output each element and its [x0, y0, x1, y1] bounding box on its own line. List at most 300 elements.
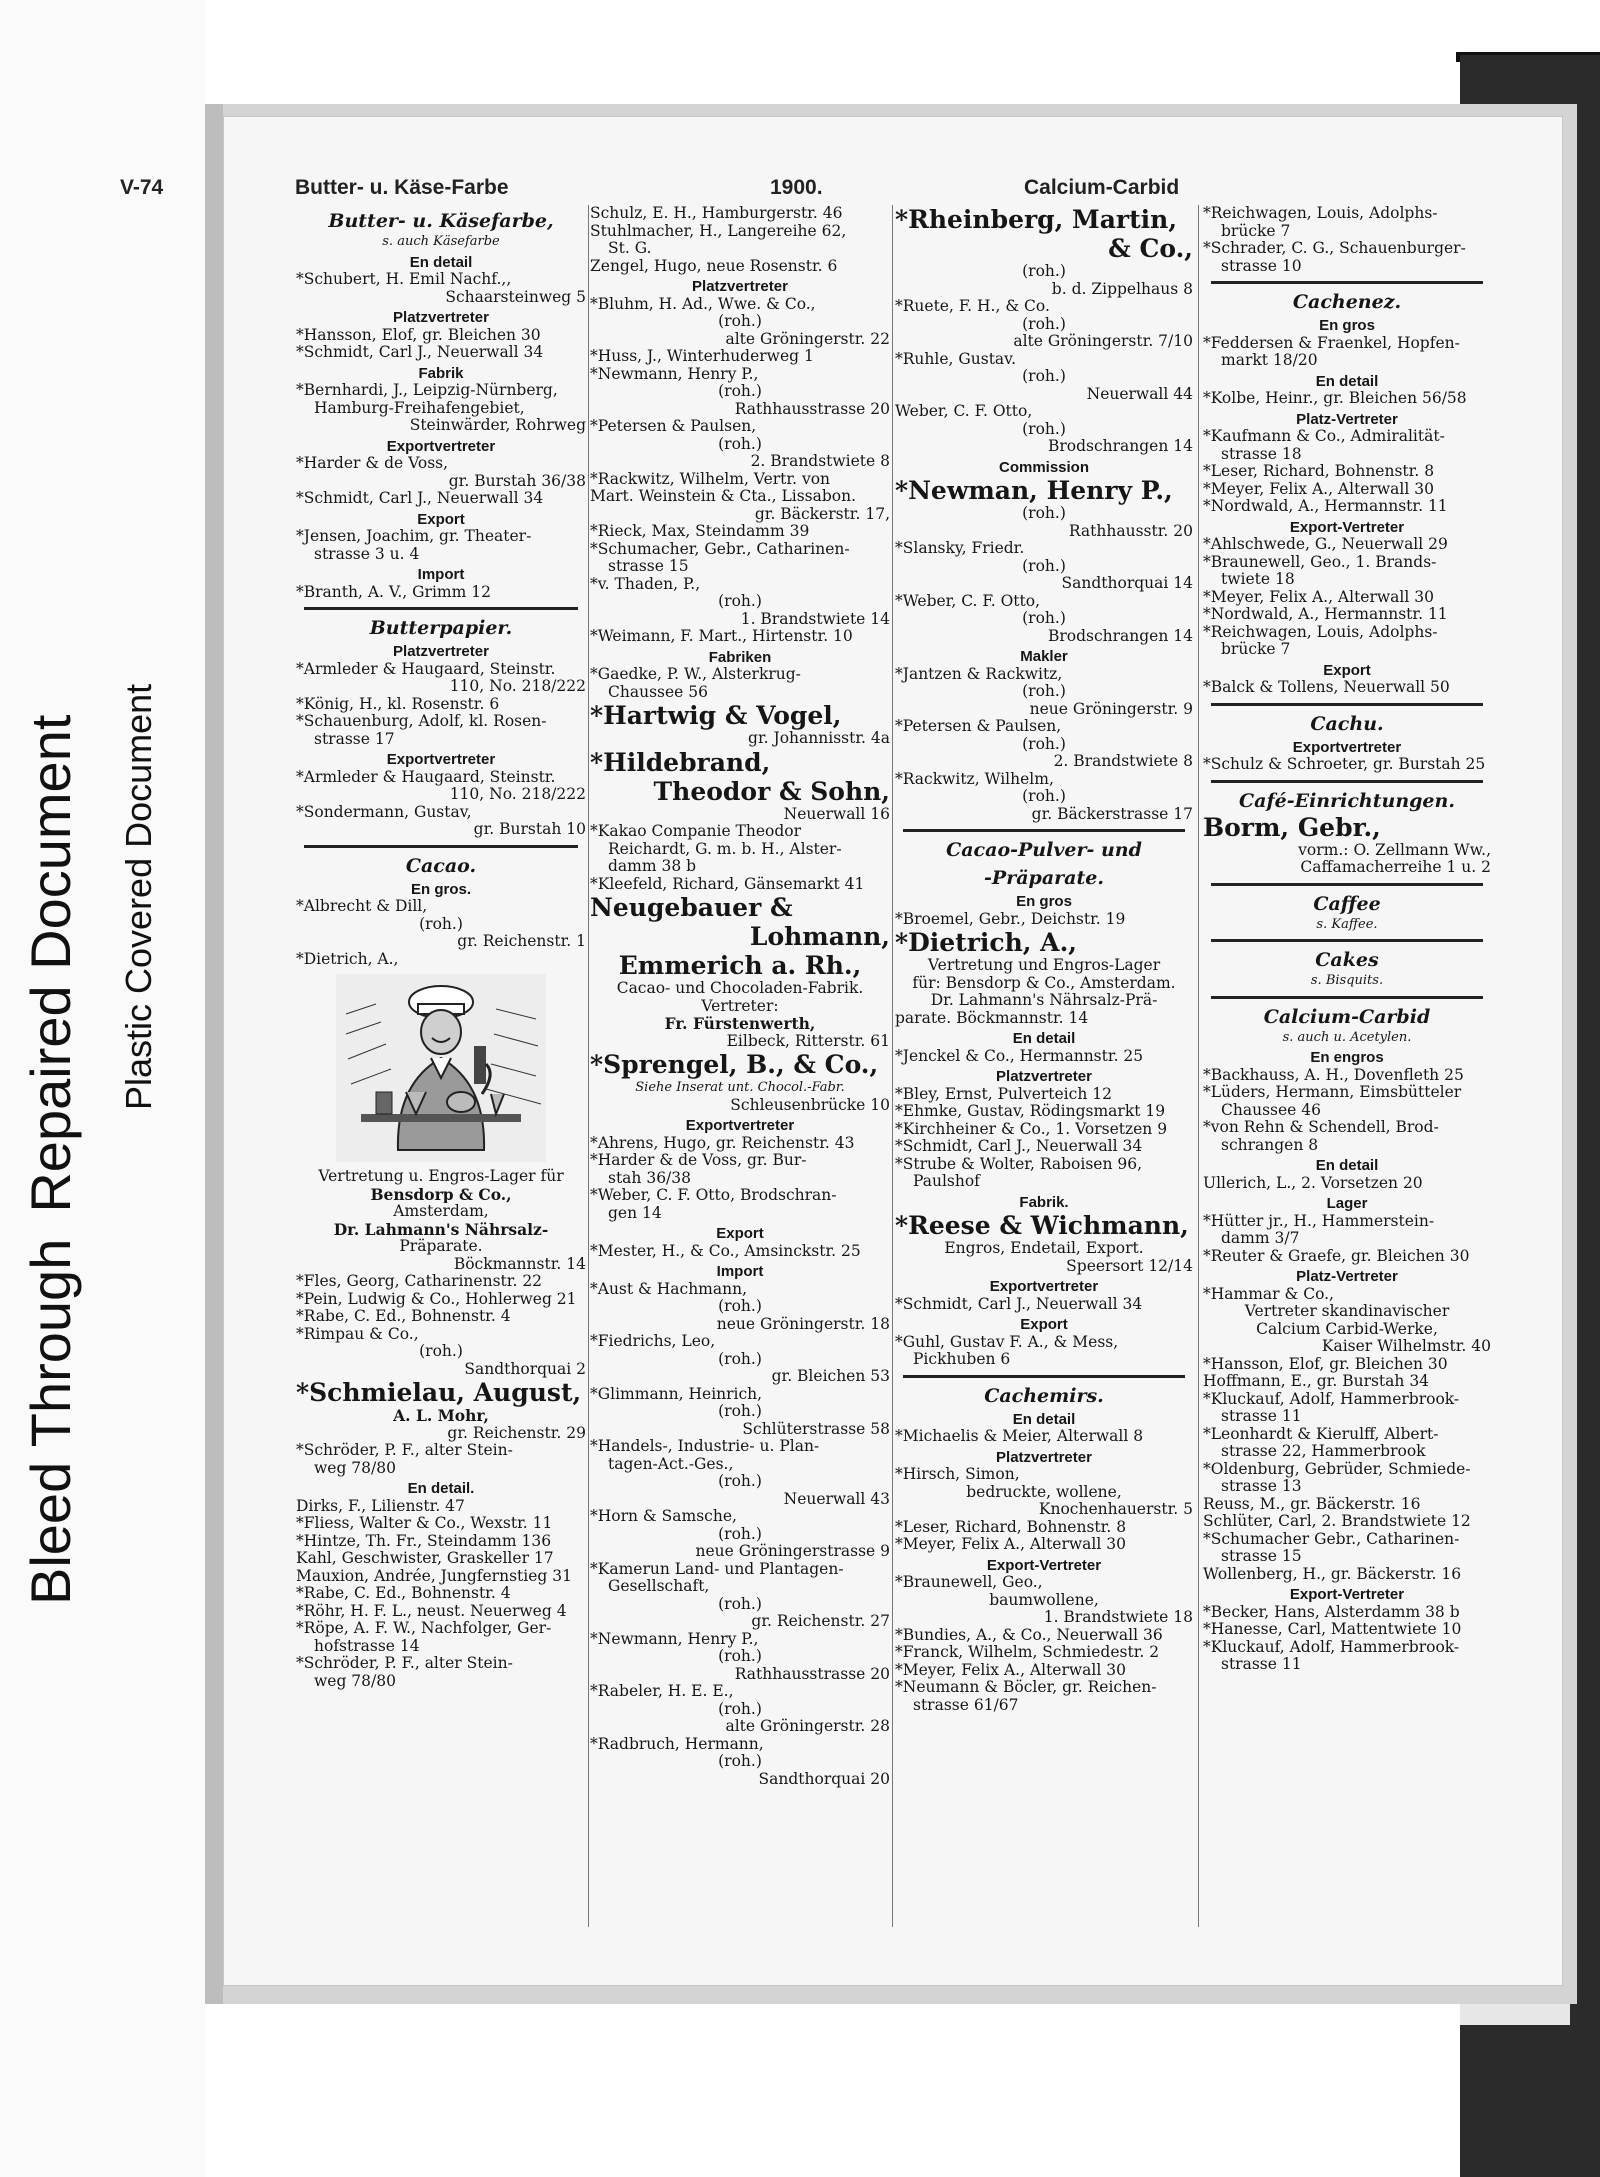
entry-line: Gesellschaft, — [608, 1578, 710, 1595]
entry-line: *Schauenburg, Adolf, kl. Rosen- — [296, 713, 547, 730]
entry-line: Kahl, Geschwister, Graskeller 17 — [296, 1550, 554, 1567]
entry-line: schrangen 8 — [1221, 1136, 1319, 1154]
category-title: Cachemirs. — [984, 1384, 1104, 1407]
entry-line: *Weber, C. F. Otto, — [895, 592, 1041, 610]
section-label: Export-Vertreter — [1289, 518, 1405, 536]
category-title: Butterpapier. — [369, 617, 513, 639]
entry-line: 110, No. 218/222 — [449, 786, 586, 803]
entry-line: *Jensen, Joachim, gr. Theater- — [296, 528, 532, 545]
entry-line: neue Gröningerstr. 18 — [716, 1315, 890, 1333]
entry-line: *Slansky, Friedr. — [895, 540, 1025, 557]
entry-line: Vertretung und Engros-Lager — [927, 957, 1161, 974]
entry-line: *Kamerun Land- und Plantagen- — [590, 1560, 844, 1578]
entry-line: *Bundies, A., & Co., Neuerwall 36 — [895, 1626, 1163, 1644]
featured-entry: Theodor & Sohn, — [653, 776, 890, 806]
entry-line: *Jantzen & Rackwitz, — [895, 665, 1063, 683]
section-label: En detail — [1315, 1157, 1379, 1174]
section-rule — [1211, 281, 1483, 284]
entry-line: *Reuter & Graefe, gr. Bleichen 30 — [1203, 1247, 1470, 1265]
stamp-plastic-covered: Plastic Covered Document — [118, 683, 159, 1110]
entry-line: 1. Brandstwiete 14 — [740, 610, 890, 628]
entry-line: Vertreter skandinavischer — [1244, 1303, 1450, 1320]
entry-line: Dr. Lahmann's Nährsalz-Prä- — [930, 992, 1158, 1009]
entry-line: strasse 15 — [608, 558, 689, 575]
section-label: En detail — [1012, 1030, 1076, 1047]
section-label: Import — [417, 566, 465, 583]
entry-line: *Ahrens, Hugo, gr. Reichenstr. 43 — [590, 1134, 855, 1152]
column-1 — [296, 205, 586, 1690]
entry-line: *Franck, Wilhelm, Schmiedestr. 2 — [895, 1644, 1160, 1661]
entry-line: Schaarsteinweg 5 — [445, 288, 586, 306]
entry-line: *Hanesse, Carl, Mattentwiete 10 — [1203, 1621, 1462, 1638]
section-label: En engros — [1310, 1049, 1384, 1066]
entry-line: *Huss, J., Winterhuderweg 1 — [590, 348, 814, 365]
entry-line: Rathhausstr. 20 — [1068, 522, 1193, 540]
entry-line: *von Rehn & Schendell, Brod- — [1203, 1119, 1439, 1136]
entry-line: *Newmann, Henry P., — [590, 1630, 759, 1648]
section-label: Export — [1323, 661, 1371, 679]
entry-line: Brodschrangen 14 — [1047, 627, 1193, 645]
entry-line: Sandthorquai 20 — [758, 1770, 890, 1788]
section-rule — [304, 607, 578, 610]
entry-line: *Schmidt, Carl J., Neuerwall 34 — [296, 344, 544, 361]
entry-line: *Radbruch, Hermann, — [590, 1735, 764, 1753]
section-rule — [1211, 883, 1483, 886]
section-label: En detail — [1012, 1410, 1076, 1428]
section-rule — [903, 1375, 1185, 1378]
entry-line: Reichardt, G. m. b. H., Alster- — [608, 840, 842, 858]
entry-line: (roh.) — [419, 1343, 463, 1360]
entry-line: Reuss, M., gr. Bäckerstr. 16 — [1203, 1495, 1421, 1513]
entry-line: *Kaufmann & Co., Admiralität- — [1203, 428, 1445, 445]
entry-line: parate. Böckmannstr. 14 — [895, 1009, 1089, 1027]
entry-line: *Rabe, C. Ed., Bohnenstr. 4 — [296, 1308, 511, 1325]
entry-line: strasse 13 — [1221, 1478, 1302, 1495]
entry-line: *Strube & Wolter, Raboisen 96, — [895, 1155, 1143, 1173]
entry-line: Rathhausstrasse 20 — [734, 1665, 890, 1683]
entry-line: brücke 7 — [1221, 222, 1291, 240]
entry-line: *Schröder, P. F., alter Stein- — [296, 1655, 513, 1672]
entry-line: *Harder & de Voss, — [296, 455, 449, 472]
section-label: En detail — [409, 253, 473, 271]
entry-line: *Braunewell, Geo., 1. Brands- — [1203, 553, 1437, 571]
entry-line: *Leser, Richard, Bohnenstr. 8 — [895, 1518, 1127, 1536]
section-label: Lager — [1326, 1195, 1368, 1212]
entry-line: gr. Reichenstr. 29 — [447, 1424, 586, 1442]
entry-line: *Röpe, A. F. W., Nachfolger, Ger- — [296, 1620, 552, 1637]
section-label: Exportvertreter — [386, 751, 496, 768]
entry-line: Bensdorp & Co., — [370, 1185, 512, 1203]
entry-line: *Schumacher Gebr., Catharinen- — [1203, 1530, 1460, 1548]
entry-line: *Leser, Richard, Bohnenstr. 8 — [1203, 463, 1435, 480]
page-number: V-74 — [120, 176, 164, 199]
section-label: Import — [716, 1263, 764, 1280]
entry-line: Neuerwall 43 — [783, 1490, 890, 1508]
entry-line: *Schmidt, Carl J., Neuerwall 34 — [895, 1295, 1143, 1313]
entry-line: *Schmidt, Carl J., Neuerwall 34 — [895, 1138, 1143, 1155]
entry-line: Dr. Lahmann's Nährsalz- — [333, 1220, 549, 1238]
running-head: Calcium-Carbid — [1024, 176, 1180, 199]
entry-line: *Feddersen & Fraenkel, Hopfen- — [1203, 334, 1460, 352]
section-label: Platzvertreter — [692, 278, 788, 295]
featured-entry: & Co., — [1108, 234, 1193, 263]
entry-line: alte Gröningerstr. 28 — [725, 1718, 890, 1735]
entry-line: *Broemel, Gebr., Deichstr. 19 — [895, 910, 1126, 928]
entry-line: alte Gröningerstr. 22 — [725, 330, 890, 348]
featured-entry: *Reese & Wichmann, — [895, 1211, 1189, 1240]
section-label: Exportvertreter — [685, 1117, 795, 1134]
section-rule — [903, 829, 1185, 832]
entry-line: (roh.) — [1022, 368, 1066, 385]
entry-line: Ullerich, L., 2. Vorsetzen 20 — [1203, 1174, 1423, 1192]
entry-line: Schlüterstrasse 58 — [742, 1420, 890, 1438]
entry-line: (roh.) — [718, 1595, 762, 1613]
entry-line: *Hammar & Co., — [1203, 1285, 1334, 1303]
section-label: Export — [417, 510, 465, 528]
entry-line: strasse 15 — [1221, 1548, 1302, 1565]
entry-line: *Reichwagen, Louis, Adolphs- — [1203, 623, 1438, 641]
entry-line: *Mester, H., & Co., Amsinckstr. 25 — [590, 1242, 861, 1260]
entry-line: (roh.) — [718, 313, 762, 330]
entry-line: 2. Brandstwiete 8 — [750, 453, 890, 470]
entry-line: Dirks, F., Lilienstr. 47 — [296, 1497, 465, 1515]
entry-line: damm 3/7 — [1221, 1230, 1300, 1247]
entry-line: *Ahlschwede, G., Neuerwall 29 — [1203, 536, 1448, 553]
entry-line: für: Bensdorp & Co., Amsterdam. — [912, 974, 1176, 992]
entry-line: *Lüders, Hermann, Eimsbütteler — [1203, 1084, 1462, 1101]
section-label: Fabrik. — [1019, 1193, 1069, 1211]
entry-line: Neuerwall 16 — [783, 805, 890, 823]
entry-line: strasse 10 — [1221, 257, 1302, 275]
featured-entry: Borm, Gebr., — [1203, 812, 1381, 842]
entry-line: gr. Johannisstr. 4a — [748, 730, 890, 747]
entry-line: Chaussee 46 — [1221, 1101, 1321, 1119]
entry-line: hofstrasse 14 — [314, 1637, 420, 1655]
entry-line: *Kluckauf, Adolf, Hammerbrook- — [1203, 1390, 1460, 1408]
entry-line: *Ehmke, Gustav, Rödingsmarkt 19 — [895, 1103, 1166, 1120]
category-title: Caffee — [1313, 892, 1381, 915]
entry-line: (roh.) — [718, 1525, 762, 1543]
featured-entry: *Schmielau, August, — [296, 1378, 582, 1407]
entry-line: (roh.) — [718, 435, 762, 453]
entry-line: gr. Burstah 36/38 — [448, 472, 586, 490]
entry-line: Präparate. — [399, 1238, 483, 1255]
entry-line: *v. Thaden, P., — [590, 575, 701, 593]
entry-line: *Dietrich, A., — [296, 950, 399, 968]
entry-line: Paulshof — [913, 1173, 980, 1190]
entry-line: weg 78/80 — [314, 1672, 396, 1690]
entry-line: strasse 17 — [314, 730, 395, 748]
entry-line: *Petersen & Paulsen, — [895, 718, 1062, 735]
entry-line: neue Gröningerstr. 9 — [1029, 700, 1193, 718]
entry-line: Engros, Endetail, Export. — [944, 1240, 1144, 1257]
entry-line: gr. Bäckerstrasse 17 — [1031, 805, 1193, 823]
section-label: En detail — [1315, 372, 1379, 390]
entry-line: Fr. Fürstenwerth, — [664, 1015, 816, 1033]
entry-line: Chaussee 56 — [608, 683, 708, 701]
entry-line: bedruckte, wollene, — [966, 1483, 1122, 1501]
category-title: -Präparate. — [984, 867, 1104, 889]
section-label: Exportvertreter — [1292, 738, 1402, 756]
section-label: Platzvertreter — [393, 309, 489, 326]
entry-line: *Ruhle, Gustav. — [895, 350, 1017, 368]
entry-line: Hoffmann, E., gr. Burstah 34 — [1203, 1373, 1430, 1390]
entry-line: Schulz, E. H., Hamburgerstr. 46 — [590, 205, 843, 222]
entry-line: *Bley, Ernst, Pulverteich 12 — [895, 1085, 1112, 1103]
chef-illustration — [336, 974, 546, 1162]
section-label: Exportvertreter — [989, 1278, 1099, 1295]
entry-line: *Sondermann, Gustav, — [296, 803, 472, 821]
entry-line: *Hirsch, Simon, — [895, 1466, 1020, 1483]
entry-line: strasse 18 — [1221, 445, 1302, 463]
entry-line: 1. Brandstwiete 18 — [1043, 1609, 1193, 1626]
entry-line: *Branth, A. V., Grimm 12 — [296, 583, 491, 601]
entry-line: *Kakao Companie Theodor — [590, 823, 802, 840]
condition-stamp — [0, 0, 205, 2177]
entry-line: Wollenberg, H., gr. Bäckerstr. 16 — [1203, 1565, 1462, 1583]
section-rule — [1211, 996, 1483, 999]
entry-line: *Balck & Tollens, Neuerwall 50 — [1203, 679, 1450, 696]
section-label: Export — [716, 1225, 764, 1242]
entry-line: strasse 22, Hammerbrook — [1221, 1443, 1426, 1460]
entry-line: markt 18/20 — [1221, 352, 1318, 369]
entry-line: *Weber, C. F. Otto, Brodschran- — [590, 1187, 837, 1204]
entry-line: Schleusenbrücke 10 — [730, 1096, 890, 1114]
section-label: Platzvertreter — [996, 1068, 1092, 1085]
entry-line: *Meyer, Felix A., Alterwall 30 — [1203, 480, 1434, 498]
section-label: Export-Vertreter — [1289, 1586, 1405, 1603]
entry-line: (roh.) — [718, 1700, 762, 1718]
featured-entry: Neugebauer & — [590, 893, 793, 922]
page-header — [102, 176, 1222, 206]
category-title: Calcium-Carbid — [1263, 1005, 1431, 1028]
entry-line: Schlüter, Carl, 2. Brandstwiete 12 — [1203, 1513, 1471, 1530]
entry-line: *Schröder, P. F., alter Stein- — [296, 1442, 513, 1459]
entry-line: *Armleder & Haugaard, Steinstr. — [296, 660, 556, 678]
entry-line: gen 14 — [608, 1204, 662, 1222]
entry-line: *Schumacher, Gebr., Catharinen- — [590, 540, 850, 558]
entry-line: (roh.) — [718, 593, 762, 610]
entry-line: *Nordwald, A., Hermannstr. 11 — [1203, 606, 1448, 623]
section-rule — [304, 845, 578, 848]
entry-line: damm 38 b — [608, 858, 697, 875]
entry-line: gr. Burstah 10 — [473, 821, 586, 838]
entry-line: *Harder & de Voss, gr. Bur- — [590, 1152, 807, 1169]
entry-line: *Petersen & Paulsen, — [590, 418, 757, 435]
entry-line: Brodschrangen 14 — [1047, 438, 1193, 455]
category-title: Cachu. — [1310, 712, 1384, 735]
entry-line: *Weimann, F. Mart., Hirtenstr. 10 — [590, 628, 853, 645]
entry-line: (roh.) — [1022, 420, 1066, 438]
section-rule — [1211, 703, 1483, 706]
entry-line: Stuhlmacher, H., Langereihe 62, — [590, 222, 847, 240]
featured-entry: Emmerich a. Rh., — [618, 951, 862, 980]
entry-line: Böckmannstr. 14 — [453, 1255, 586, 1273]
entry-line: (roh.) — [1022, 315, 1066, 333]
cross-reference: s. Bisquits. — [1310, 973, 1384, 988]
featured-entry: *Newman, Henry P., — [895, 476, 1173, 505]
entry-line: *Pein, Ludwig & Co., Hohlerweg 21 — [296, 1290, 577, 1308]
entry-line: *Schrader, C. G., Schauenburger- — [1203, 240, 1466, 257]
entry-line: *Kirchheiner & Co., 1. Vorsetzen 9 — [895, 1120, 1168, 1138]
entry-line: *Michaelis & Meier, Alterwall 8 — [895, 1428, 1144, 1445]
featured-entry: *Sprengel, B., & Co., — [590, 1050, 879, 1079]
featured-entry: Lohmann, — [749, 922, 890, 951]
entry-line: *Braunewell, Geo., — [895, 1574, 1043, 1591]
entry-line: *Rabe, C. Ed., Bohnenstr. 4 — [296, 1585, 511, 1602]
entry-line: Steinwärder, Rohrweg — [409, 417, 586, 434]
entry-line: (roh.) — [1022, 683, 1066, 700]
entry-line: *Oldenburg, Gebrüder, Schmiede- — [1203, 1460, 1471, 1478]
entry-line: Knochenhauerstr. 5 — [1038, 1501, 1193, 1518]
cross-reference: s. Kaffee. — [1316, 916, 1378, 932]
entry-line: *Schubert, H. Emil Nachf.,, — [296, 271, 512, 288]
featured-entry: *Hildebrand, — [590, 747, 771, 777]
entry-line: *Backhauss, A. H., Dovenfleth 25 — [1203, 1066, 1464, 1084]
entry-line: *Bernhardi, J., Leipzig-Nürnberg, — [296, 382, 558, 399]
entry-line: A. L. Mohr, — [393, 1407, 489, 1425]
column-4 — [1203, 205, 1491, 1674]
entry-line: (roh.) — [718, 383, 762, 400]
section-label: En gros — [1016, 893, 1072, 910]
category-title: Cacao. — [405, 854, 477, 877]
entry-line: (roh.) — [718, 1403, 762, 1420]
entry-line: (roh.) — [1022, 610, 1066, 627]
column-divider — [892, 205, 893, 1927]
entry-line: *Kolbe, Heinr., gr. Bleichen 56/58 — [1203, 390, 1467, 407]
entry-line: *Meyer, Felix A., Alterwall 30 — [895, 1661, 1126, 1679]
column-2 — [590, 205, 890, 1788]
entry-line: twiete 18 — [1221, 571, 1295, 588]
entry-line: *Schulz & Schroeter, gr. Burstah 25 — [1203, 756, 1486, 773]
entry-line: *Albrecht & Dill, — [296, 898, 428, 915]
entry-line: Speersort 12/14 — [1066, 1257, 1193, 1275]
category-title: Butter- u. Käsefarbe, — [328, 210, 554, 232]
entry-line: (roh.) — [718, 1298, 762, 1315]
category-title: Cachenez. — [1292, 291, 1402, 313]
entry-line: (roh.) — [718, 1753, 762, 1770]
year: 1900. — [770, 176, 823, 199]
entry-line: *Leonhardt & Kierulff, Albert- — [1203, 1425, 1439, 1443]
entry-line: (roh.) — [718, 1350, 762, 1368]
category-title: Cacao-Pulver- und — [946, 839, 1142, 861]
featured-entry: *Hartwig & Vogel, — [590, 701, 842, 730]
section-label: Platzvertreter — [996, 1448, 1092, 1466]
entry-line: stah 36/38 — [608, 1169, 692, 1187]
entry-line: gr. Bäckerstr. 17, — [754, 505, 890, 523]
entry-line: *Bluhm, H. Ad., Wwe. & Co., — [590, 295, 816, 313]
entry-line: (roh.) — [1022, 735, 1066, 753]
page-gutter — [205, 104, 223, 2004]
entry-line: *Rackwitz, Wilhelm, Vertr. von — [590, 470, 831, 488]
cross-reference: Siehe Inserat unt. Chocol.-Fabr. — [635, 1080, 845, 1095]
entry-line: *Aust & Hachmann, — [590, 1280, 748, 1298]
entry-line: *Glimmann, Heinrich, — [590, 1385, 763, 1403]
section-label: Fabrik — [418, 364, 464, 382]
entry-line: Vertretung u. Engros-Lager für — [318, 1168, 564, 1185]
entry-line: neue Gröningerstrasse 9 — [695, 1543, 890, 1560]
entry-line: *Ruete, F. H., & Co. — [895, 298, 1050, 315]
column-3 — [895, 205, 1193, 1714]
section-title: Butter- u. Käse-Farbe — [295, 176, 509, 199]
entry-line: weg 78/80 — [314, 1459, 396, 1477]
entry-line: *Rimpau & Co., — [296, 1325, 419, 1343]
entry-line: *Röhr, H. F. L., neust. Neuerweg 4 — [296, 1602, 567, 1620]
entry-line: b. d. Zippelhaus 8 — [1051, 280, 1193, 298]
entry-line: (roh.) — [1022, 557, 1066, 575]
featured-entry: *Dietrich, A., — [895, 928, 1077, 957]
cross-reference: s. auch u. Acetylen. — [1282, 1029, 1412, 1045]
entry-line: *Fles, Georg, Catharinenstr. 22 — [296, 1273, 543, 1290]
entry-line: strasse 11 — [1221, 1656, 1302, 1673]
entry-line: alte Gröningerstr. 7/10 — [1013, 333, 1193, 350]
section-rule — [1211, 939, 1483, 942]
condition-stamp-primary — [18, 715, 83, 1605]
entry-line: Kaiser Wilhelmstr. 40 — [1321, 1338, 1491, 1355]
entry-line: *Meyer, Felix A., Alterwall 30 — [895, 1536, 1126, 1553]
category-title: Cakes — [1315, 949, 1379, 971]
entry-line: Mauxion, Andrée, Jungfernstieg 31 — [296, 1567, 572, 1585]
featured-entry: *Rheinberg, Martin, — [895, 205, 1178, 234]
entry-line: strasse 3 u. 4 — [314, 545, 420, 563]
entry-line: St. G. — [608, 240, 652, 257]
stamp-repaired-document: Repaired Document — [19, 714, 82, 1213]
entry-line: Mart. Weinstein & Cta., Lissabon. — [590, 488, 857, 505]
entry-line: gr. Reichenstr. 1 — [457, 933, 586, 950]
entry-line: (roh.) — [1022, 788, 1066, 805]
section-label: Platzvertreter — [393, 643, 489, 660]
entry-line: *Rabeler, H. E. E., — [590, 1683, 734, 1700]
section-label: En gros. — [410, 880, 471, 898]
entry-line: (roh.) — [718, 1473, 762, 1490]
section-label: Fabriken — [708, 648, 772, 666]
section-label: Export — [1020, 1316, 1068, 1333]
entry-line: gr. Reichenstr. 27 — [751, 1613, 890, 1630]
entry-line: Sandthorquai 14 — [1061, 575, 1193, 592]
section-label: Commission — [998, 458, 1089, 476]
entry-line: *Fliess, Walter & Co., Wexstr. 11 — [296, 1515, 553, 1532]
entry-line: *Horn & Samsche, — [590, 1508, 737, 1525]
section-rule — [1211, 780, 1483, 783]
section-label: Platz-Vertreter — [1296, 1268, 1398, 1285]
entry-line: strasse 11 — [1221, 1408, 1302, 1425]
entry-line: *Reichwagen, Louis, Adolphs- — [1203, 205, 1438, 222]
entry-line: *Rieck, Max, Steindamm 39 — [590, 523, 810, 540]
entry-line: Amsterdam, — [393, 1203, 489, 1220]
entry-line: *Hütter jr., H., Hammerstein- — [1203, 1212, 1435, 1230]
section-label: En detail. — [407, 1480, 475, 1497]
entry-line: *Kluckauf, Adolf, Hammerbrook- — [1203, 1638, 1460, 1656]
entry-line: baumwollene, — [989, 1591, 1099, 1609]
entry-line: (roh.) — [419, 915, 463, 933]
section-label: Exportvertreter — [386, 437, 496, 455]
cross-reference: s. auch Käsefarbe — [382, 234, 500, 249]
column-divider — [588, 205, 589, 1927]
entry-line: *Rackwitz, Wilhelm, — [895, 770, 1054, 788]
entry-line: Weber, C. F. Otto, — [895, 403, 1033, 420]
entry-line: (roh.) — [1022, 505, 1066, 522]
entry-line: Calcium Carbid-Werke, — [1256, 1320, 1438, 1338]
entry-line: strasse 61/67 — [913, 1696, 1019, 1714]
entry-line: *Hintze, Th. Fr., Steindamm 136 — [296, 1532, 552, 1550]
entry-line: tagen-Act.-Ges., — [608, 1455, 734, 1473]
entry-line: 110, No. 218/222 — [449, 678, 586, 695]
entry-line: Caffamacherreihe 1 u. 2 — [1300, 859, 1491, 876]
entry-line: *Jenckel & Co., Hermannstr. 25 — [895, 1047, 1144, 1065]
section-label: Platz-Vertreter — [1296, 410, 1398, 428]
entry-line: *Nordwald, A., Hermannstr. 11 — [1203, 498, 1448, 515]
section-label: Export-Vertreter — [986, 1556, 1102, 1574]
